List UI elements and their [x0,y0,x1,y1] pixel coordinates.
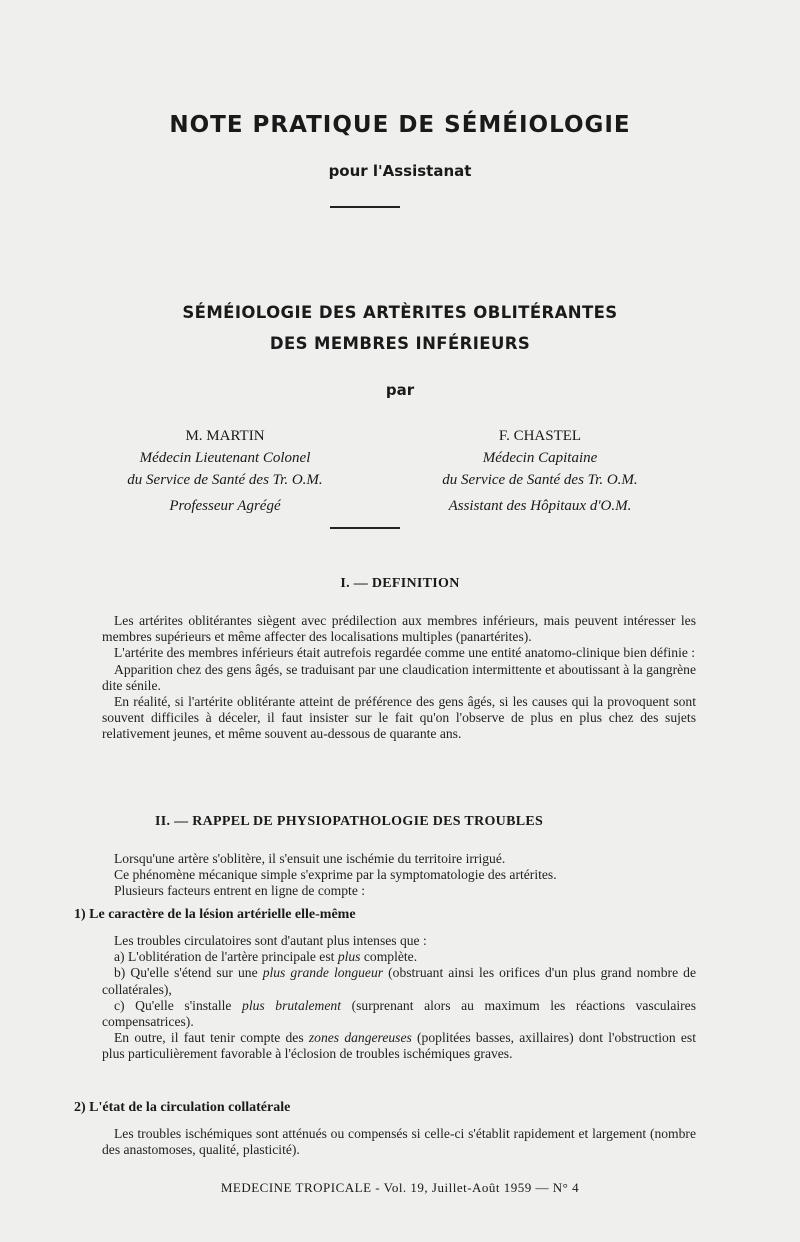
author-1-name: M. MARTIN [185,428,265,444]
subsection-heading-collateral: 2) L'état de la circulation collatérale [74,1100,291,1115]
subsection-body-lesion [102,933,696,1063]
section-heading-definition: I. — DEFINITION [340,576,460,591]
author-2-title: Assistant des Hôpitaux d'O.M. [448,498,632,514]
section-heading-physiopathology: II. — RAPPEL DE PHYSIOPATHOLOGIE DES TROUBLES [155,814,544,829]
by-label: par [385,381,415,399]
subsection-heading-lesion: 1) Le caractère de la lésion artérielle elle-même [74,907,356,922]
author-2-name: F. CHASTEL [498,428,582,444]
article-title-line2: DES MEMBRES INFÉRIEURS [269,334,531,353]
page-title: NOTE PRATIQUE DE SÉMÉIOLOGIE [169,112,631,138]
author-2-service: du Service de Santé des Tr. O.M. [442,472,638,488]
journal-footer: MEDECINE TROPICALE - Vol. 19, Juillet-Août 1959 — N° 4 [220,1180,580,1195]
paragraph: Les troubles ischémiques sont atténués ou compensés si celle-ci s'établit rapidement et largement (nombre des anastomoses, qualité, plasticité). [102,1126,696,1158]
author-1-rank: Médecin Lieutenant Colonel [139,450,311,466]
article-title-line1: SÉMÉIOLOGIE DES ARTÈRITES OBLITÉRANTES [182,303,618,322]
paragraph: En outre, il faut tenir compte des zones dangereuses (poplitées basses, axillaires) dont l'obstruction est plus particulièrement favorable à l'éclosion de troubles ischémiques graves. [102,1030,696,1062]
author-1-title: Professeur Agrégé [169,498,281,514]
author-2-rank: Médecin Capitaine [482,450,598,466]
paragraph: Apparition chez des gens âgés, se traduisant par une claudication intermittente et aboutissant à la gangrène dite sénile. [102,661,696,693]
author-1-service: du Service de Santé des Tr. O.M. [127,472,323,488]
list-item-c: c) Qu'elle s'installe plus brutalement (surprenant alors au maximum les réactions vasculaires compensatrices). [102,997,696,1030]
paragraph: En réalité, si l'artérite oblitérante atteint de préférence des gens âgés, si les causes qui la provoquent sont souvent difficiles à déceler, il faut insister sur le fait qu'on l'observe de plus en plus chez des sujets relativement jeunes, et même souvent au-dessous de quarante ans. [102,694,696,742]
section-body-physiopathology [102,851,696,900]
paragraph: Lorsqu'une artère s'oblitère, il s'ensuit une ischémie du territoire irrigué. [114,851,506,866]
paragraph: L'artérite des membres inférieurs était autrefois regardée comme une entité anatomo-clinique bien définie : [114,645,696,661]
paragraph: Plusieurs facteurs entrent en ligne de compte : [114,883,366,899]
paragraph: Les artérites oblitérantes siègent avec prédilection aux membres inférieurs, mais peuvent intéresser les membres supérieurs et même affecter des localisations multiples (panartérites). [102,613,696,645]
subsection-body-collateral [102,1126,696,1158]
page-subtitle: pour l'Assistanat [328,162,472,180]
section-body-definition [102,613,696,743]
paragraph: Les troubles circulatoires sont d'autant plus intenses que : [114,933,427,948]
author-1 [65,425,385,517]
list-item-a: a) L'oblitération de l'artère principale est plus complète. [114,949,418,965]
paragraph: Ce phénomène mécanique simple s'exprime par la symptomatologie des artérites. [114,867,557,883]
divider [330,206,400,208]
divider [330,527,400,529]
author-2 [380,425,700,517]
list-item-b: b) Qu'elle s'étend sur une plus grande longueur (obstruant ainsi les orifices d'un plus grand nombre de collatérales), [102,965,696,997]
